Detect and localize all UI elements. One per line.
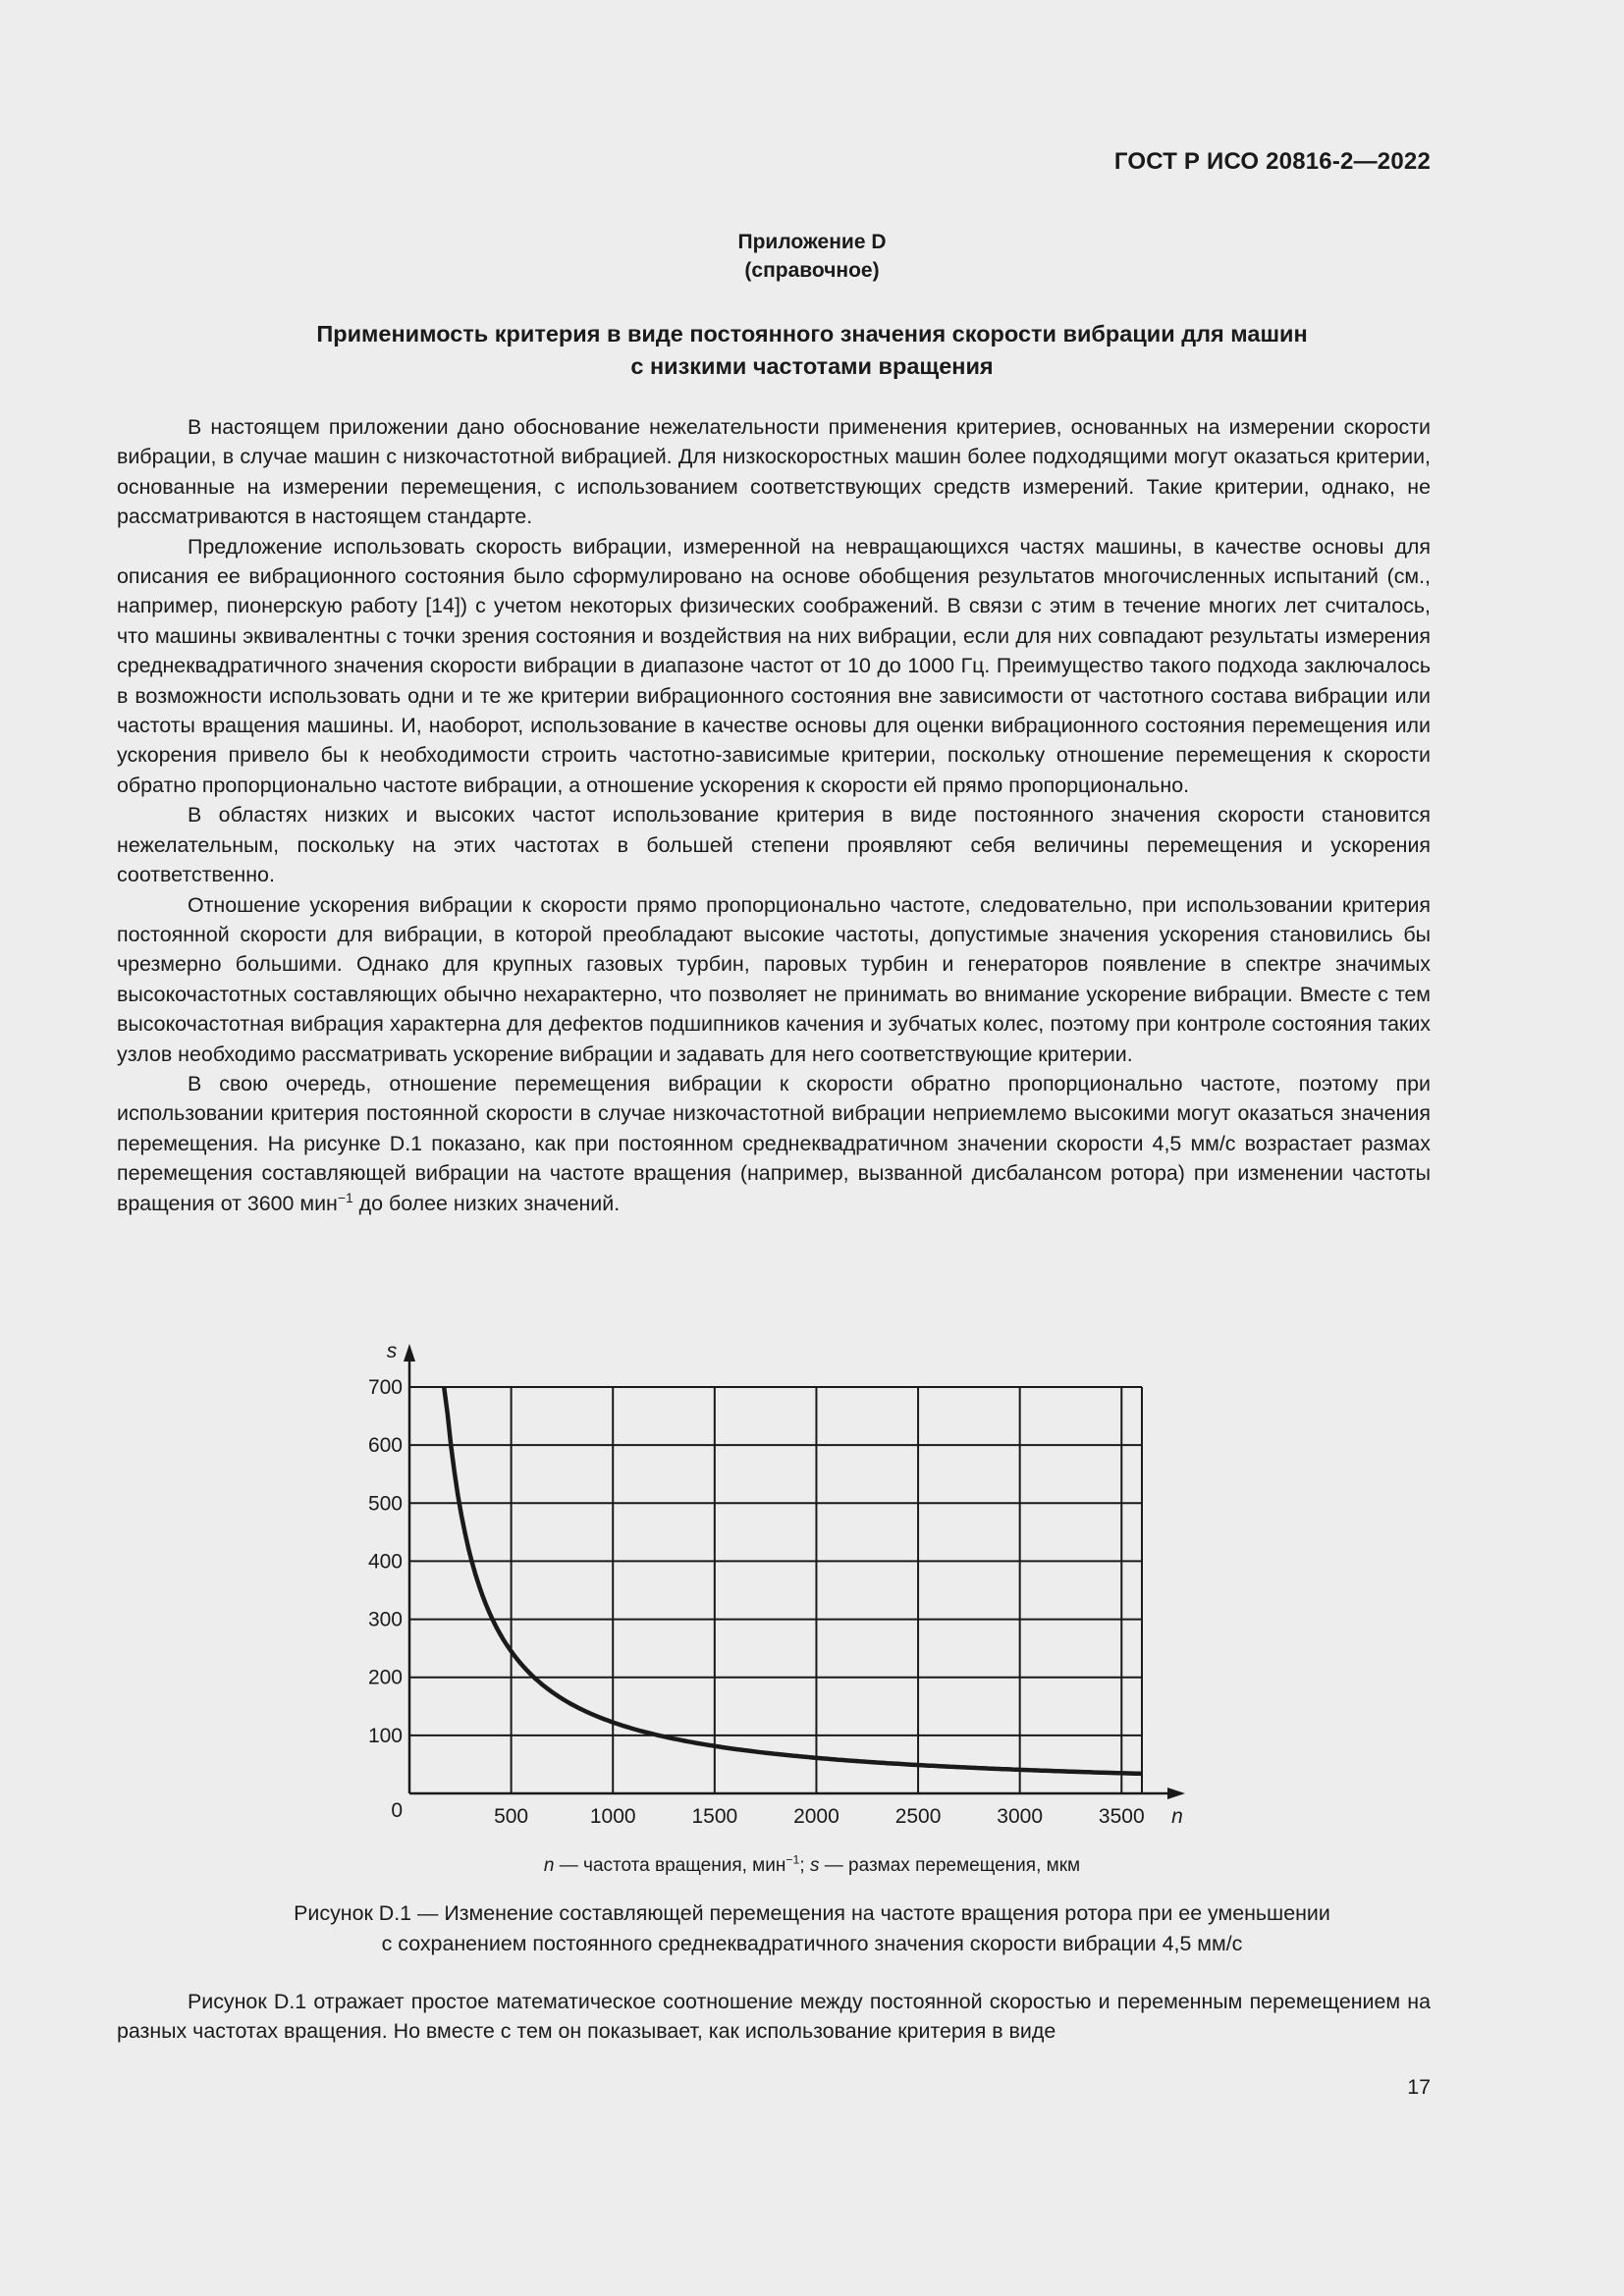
x-tick-label: 1000: [589, 1805, 636, 1828]
appendix-type: (справочное): [744, 259, 880, 282]
y-tick-label: 200: [367, 1666, 403, 1689]
figure-chart: [0, 1335, 1624, 1904]
x-tick-label: 500: [494, 1805, 529, 1828]
legend-n-text: — частота вращения, мин: [554, 1855, 786, 1876]
appendix-heading: [0, 228, 1624, 285]
body-text: [117, 412, 1431, 1218]
figure-legend: [0, 1852, 1624, 1877]
closing-paragraph: Рисунок D.1 отражает простое математическое соотношение между постоянной скоростью и переменным перемещением на разных частотах вращения. Но вместе с тем он показывает, как использование критерия в виде: [117, 1990, 1431, 2044]
x-axis-label: n: [1171, 1805, 1183, 1828]
legend-n-symbol: n: [543, 1855, 555, 1876]
y-axis-label: s: [386, 1340, 398, 1362]
title-line-2: с низкими частотами вращения: [630, 353, 994, 379]
caption-line-2: с сохранением постоянного среднеквадратичного значения скорости вибрации 4,5 мм/с: [381, 1932, 1243, 1955]
x-tick-label: 2000: [793, 1805, 839, 1828]
legend-s-symbol: s: [809, 1855, 820, 1876]
y-tick-label: 500: [367, 1492, 403, 1516]
paragraph-5: [117, 1069, 1431, 1218]
paragraph-4: Отношение ускорения вибрации к скорости прямо пропорционально частоте, следовательно, при использовании критерия постоянной скорости для вибрации, в которой преобладают высокие частоты, допустимые значения ускорения становились бы чрезмерно большими. Однако для крупных газовых турбин, паровых турбин и генераторов появление в спектре значимых высокочастотных составляющих обычно нехарактерно, что позволяет не принимать во внимание ускорение вибрации. Вместе с тем высокочастотная вибрация характерна для дефектов подшипников качения и зубчатых колес, поэтому при контроле состояния таких узлов необходимо рассматривать ускорение вибрации и задавать для него соответствующие критерии.: [117, 892, 1431, 1066]
title-line-1: Применимость критерия в виде постоянного значения скорости вибрации для машин: [316, 321, 1308, 347]
paragraph-5-tail: до более низких значений.: [352, 1191, 621, 1215]
closing-text: [117, 1987, 1431, 2047]
document-code: ГОСТ Р ИСО 20816-2—2022: [1113, 148, 1431, 175]
y-axis-arrow: [404, 1344, 415, 1362]
legend-n-sup: −1: [785, 1852, 800, 1867]
paragraph-5-text: В свою очередь, отношение перемещения вибрации к скорости обратно пропорционально частоте, поэтому при использовании критерия постоянной скорости в случае низкочастотной вибрации неприемлемо высокими могут оказаться значения перемещения. На рисунке D.1 показано, как при постоянном среднеквадратичном значении скорости 4,5 мм/с возрастает размах перемещения составляющей вибрации на частоте вращения (например, вызванной дисбалансом ротора) при изменении частоты вращения от 3600 мин: [117, 1071, 1431, 1215]
x-tick-label: 1500: [691, 1805, 738, 1828]
y-tick-label: 600: [367, 1434, 403, 1458]
y-tick-label: 100: [367, 1724, 403, 1747]
appendix-title: [0, 318, 1624, 383]
legend-separator: ;: [799, 1855, 810, 1876]
y-tick-label: 0: [391, 1799, 403, 1822]
y-tick-label: 300: [367, 1608, 403, 1631]
figure-caption: [0, 1898, 1624, 1959]
appendix-label: Приложение D: [737, 231, 887, 253]
legend-s-text: — размах перемещения, мкм: [819, 1855, 1081, 1876]
y-tick-label: 400: [367, 1550, 403, 1574]
paragraph-1: В настоящем приложении дано обоснование нежелательности применения критериев, основанных на измерении скорости вибрации, в случае машин с низкочастотной вибрацией. Для низкоскоростных машин более подходящими могут оказаться критерии, основанные на измерении перемещения, с использованием соответствующих средств измерений. Такие критерии, однако, не рассматриваются в настоящем стандарте.: [117, 415, 1431, 529]
paragraph-3: В областях низких и высоких частот использование критерия в виде постоянного значения скорости становится нежелательным, поскольку на этих частотах в большей степени проявляют себя величины перемещения и ускорения соответственно.: [117, 803, 1431, 887]
x-tick-label: 3500: [1098, 1805, 1145, 1828]
x-axis-arrow: [1167, 1788, 1185, 1799]
x-tick-label: 3000: [997, 1805, 1044, 1828]
chart-svg: [0, 1335, 1624, 1845]
y-tick-label: 700: [367, 1376, 403, 1399]
caption-line-1: Рисунок D.1 — Изменение составляющей перемещения на частоте вращения ротора при ее уменьшении: [294, 1901, 1330, 1925]
paragraph-2: Предложение использовать скорость вибрации, измеренной на невращающихся частях машины, в качестве основы для описания ее вибрационного состояния было сформулировано на основе обобщения результатов многочисленных испытаний (см., например, пионерскую работу [14]) с учетом некоторых физических соображений. В связи с этим в течение многих лет считалось, что машины эквивалентны с точки зрения состояния и воздействия на них вибрации, если для них совпадают результаты измерения среднеквадратичного значения скорости вибрации в диапазоне частот от 10 до 1000 Гц. Преимущество такого подхода заключалось в возможности использовать одни и те же критерии вибрационного состояния вне зависимости от частотного состава вибрации или частоты вращения машины. И, наоборот, использование в качестве основы для оценки вибрационного состояния перемещения или ускорения привело бы к необходимости строить частотно-зависимые критерии, поскольку отношение перемещения к скорости обратно пропорционально частоте вибрации, а отношение ускорения к скорости ей прямо пропорционально.: [117, 534, 1431, 797]
x-tick-label: 2500: [894, 1805, 942, 1828]
paragraph-5-sup: −1: [337, 1189, 353, 1205]
page-number: 17: [1407, 2075, 1431, 2099]
